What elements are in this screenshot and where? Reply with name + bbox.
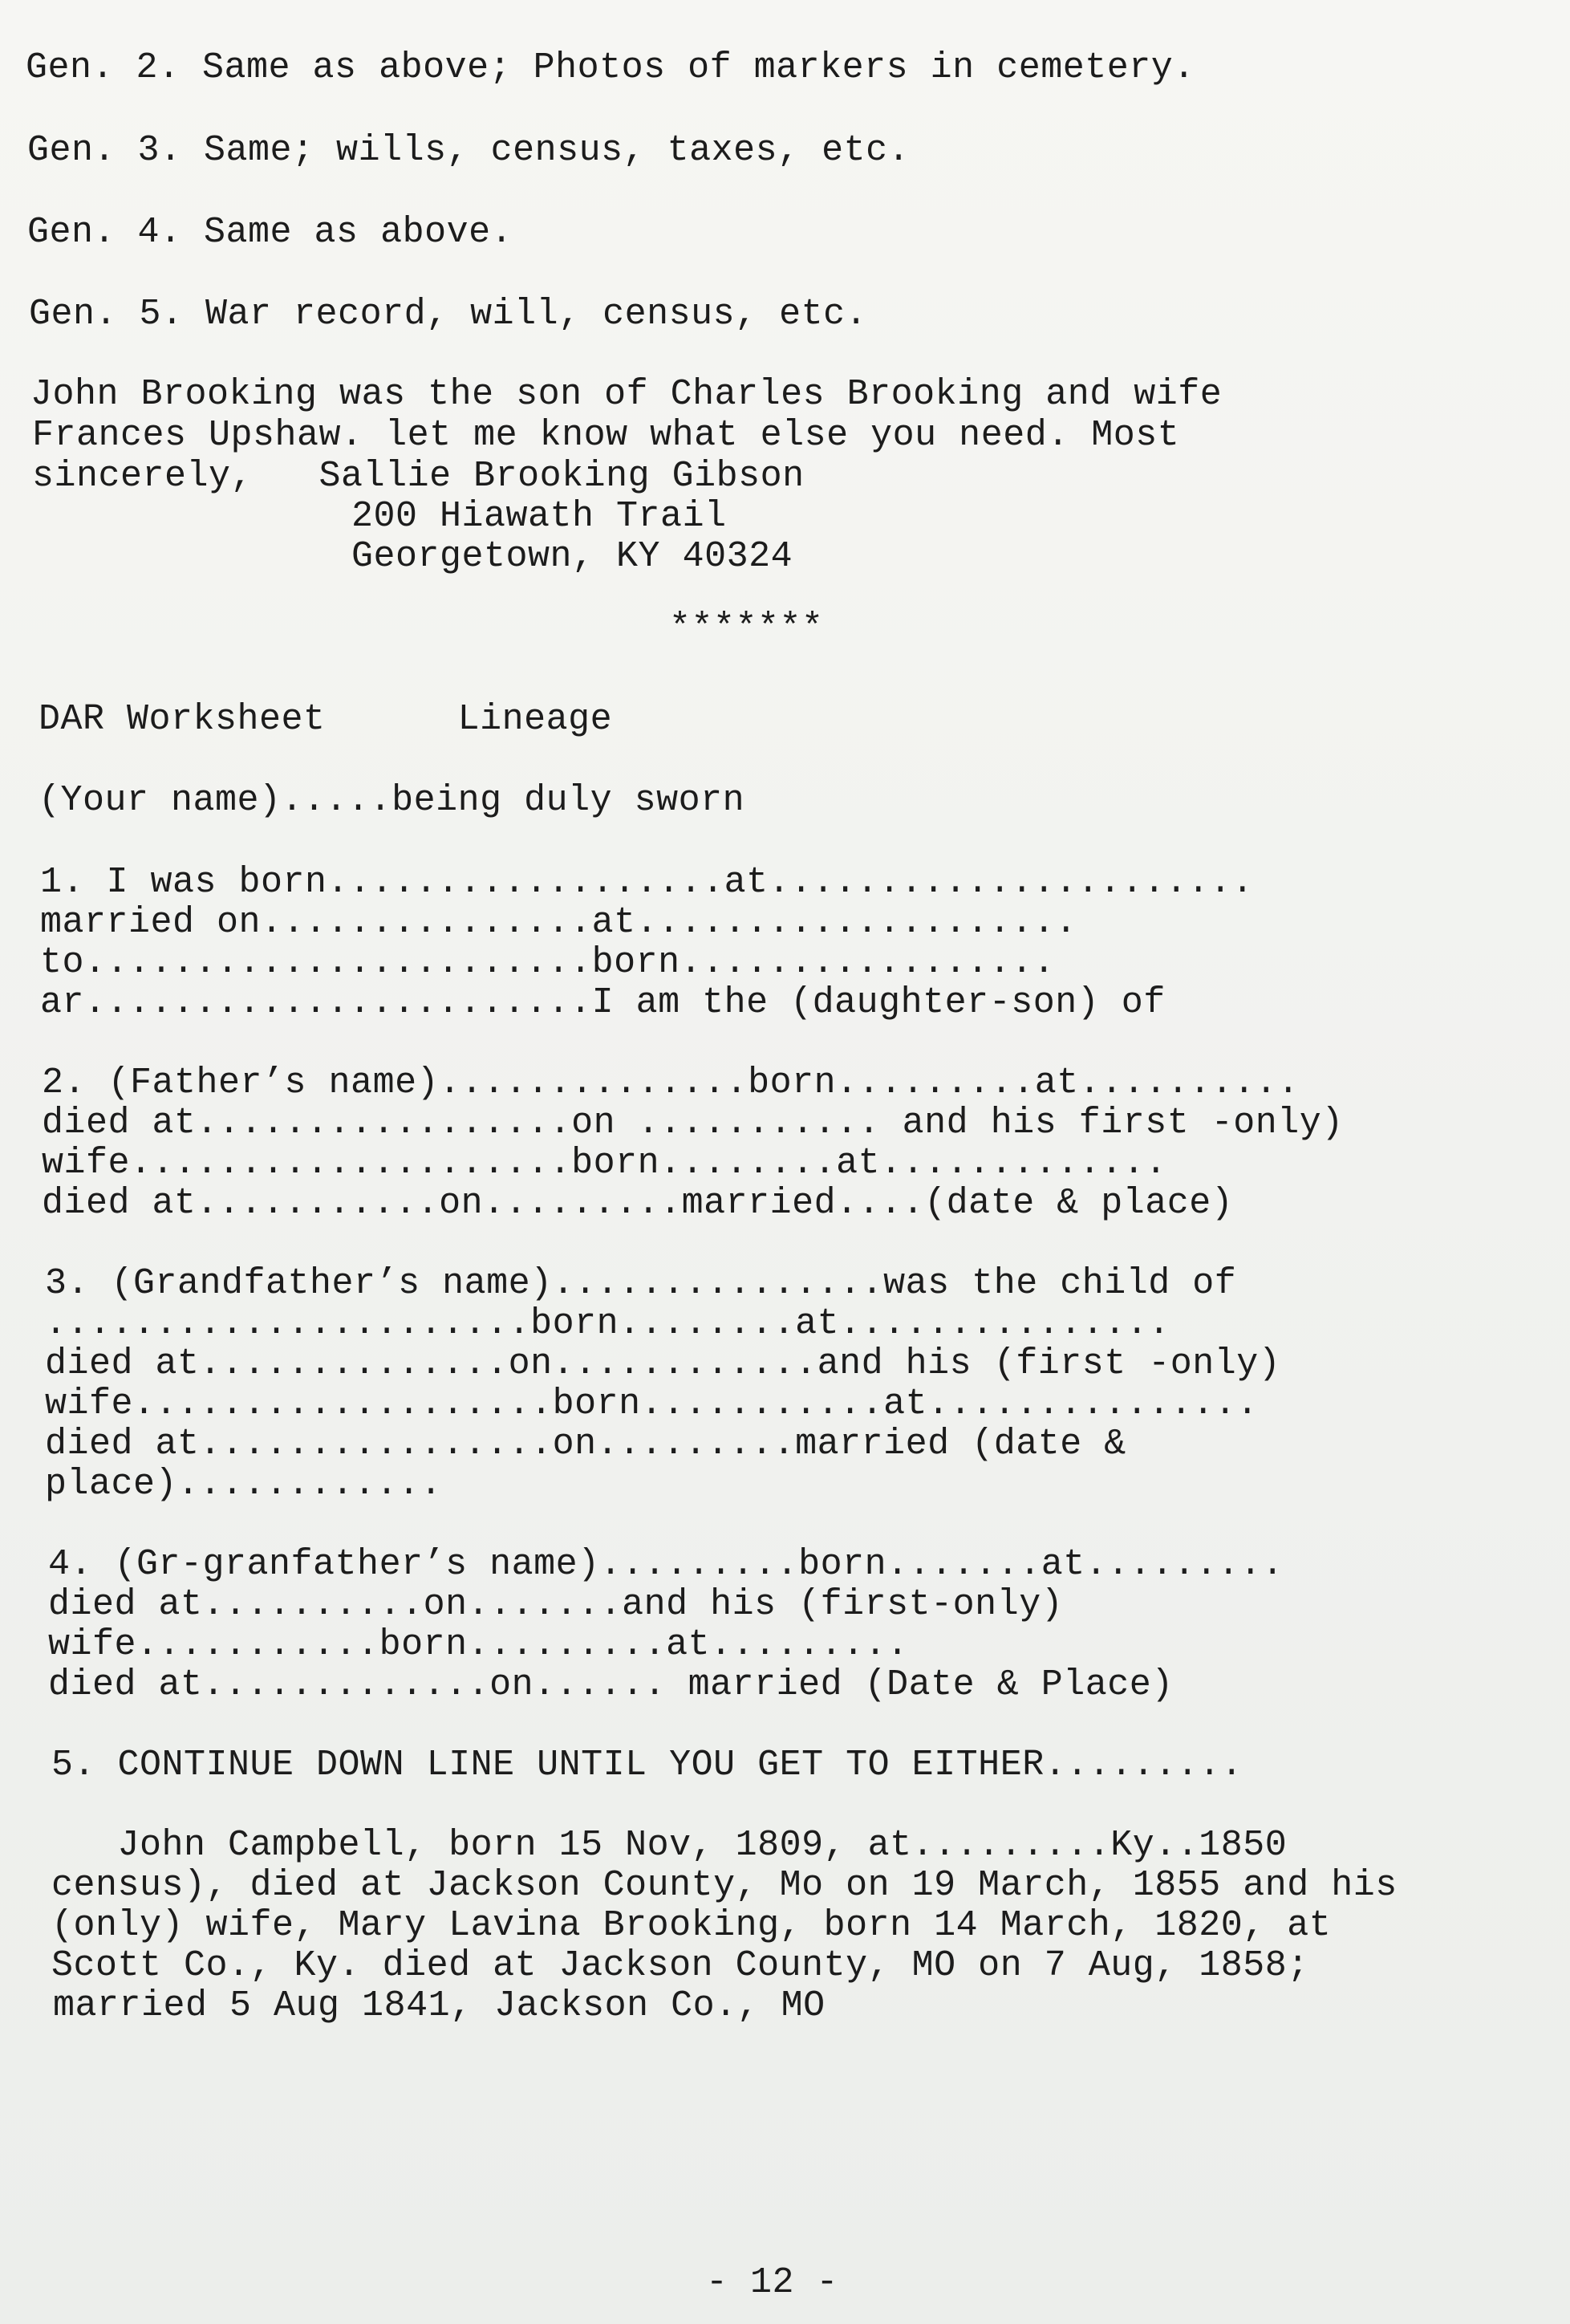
section-separator: ******* [669, 607, 824, 648]
letter-paragraph-line-2: Frances Upshaw. let me know what else you need. Most [32, 415, 1180, 456]
item2-line-2: died at.................on ........... and his first -only) [42, 1103, 1344, 1144]
example-line-5: married 5 Aug 1841, Jackson Co., MO [53, 1985, 826, 2026]
item3-line-3: died at..............on............and his (first -only) [45, 1343, 1281, 1384]
gen4-line: Gen. 4. Same as above. [27, 212, 513, 253]
gen3-line: Gen. 3. Same; wills, census, taxes, etc. [27, 130, 911, 171]
letter-paragraph-line-1: John Brooking was the son of Charles Brooking and wife [30, 374, 1223, 415]
item4-line-1: 4. (Gr-granfather’s name).........born.......at......... [48, 1544, 1284, 1585]
item1-line-2: married on...............at.................... [40, 902, 1077, 943]
item3-line-1: 3. (Grandfather’s name)...............was the child of [45, 1263, 1237, 1304]
item3-line-2: ......................born........at............... [45, 1303, 1170, 1344]
example-line-2: census), died at Jackson County, Mo on 19 March, 1855 and his [51, 1865, 1398, 1906]
example-line-1: John Campbell, born 15 Nov, 1809, at.........Ky..1850 [51, 1825, 1288, 1866]
item4-line-4: died at.............on...... married (Date & Place) [48, 1664, 1174, 1705]
item5-line: 5. CONTINUE DOWN LINE UNTIL YOU GET TO EITHER......... [51, 1745, 1243, 1786]
item3-line-6: place)............ [45, 1464, 443, 1505]
example-line-4: Scott Co., Ky. died at Jackson County, MO on 7 Aug, 1858; [51, 1945, 1309, 1986]
address-line-1: 200 Hiawath Trail [351, 496, 727, 537]
example-line-3: (only) wife, Mary Lavina Brooking, born 14 March, 1820, at [51, 1905, 1332, 1946]
item3-line-4: wife...................born...........at............... [45, 1383, 1259, 1424]
item2-line-1: 2. (Father’s name)..............born.........at.......... [42, 1062, 1300, 1103]
worksheet-oath: (Your name).....being duly sworn [39, 780, 745, 821]
item1-line-1: 1. I was born..................at...................... [40, 862, 1254, 903]
item1-line-4: ar.......................I am the (daughter-son) of [40, 982, 1166, 1023]
letter-signature-line: sincerely, Sallie Brooking Gibson [32, 456, 805, 497]
item4-line-3: wife...........born.........at......... [48, 1624, 909, 1665]
item2-line-4: died at...........on.........married....(date & place) [42, 1183, 1234, 1224]
worksheet-title: DAR Worksheet Lineage [39, 699, 613, 740]
item4-line-2: died at..........on.......and his (first-only) [48, 1584, 1064, 1625]
item1-line-3: to.......................born................. [40, 942, 1056, 983]
gen2-line: Gen. 2. Same as above; Photos of markers in cemetery. [26, 47, 1195, 88]
item3-line-5: died at................on.........married (date & [45, 1424, 1126, 1465]
page-number: - 12 - [706, 2262, 839, 2303]
address-line-2: Georgetown, KY 40324 [351, 536, 793, 577]
gen5-line: Gen. 5. War record, will, census, etc. [29, 294, 868, 335]
item2-line-3: wife....................born........at............. [42, 1143, 1167, 1184]
